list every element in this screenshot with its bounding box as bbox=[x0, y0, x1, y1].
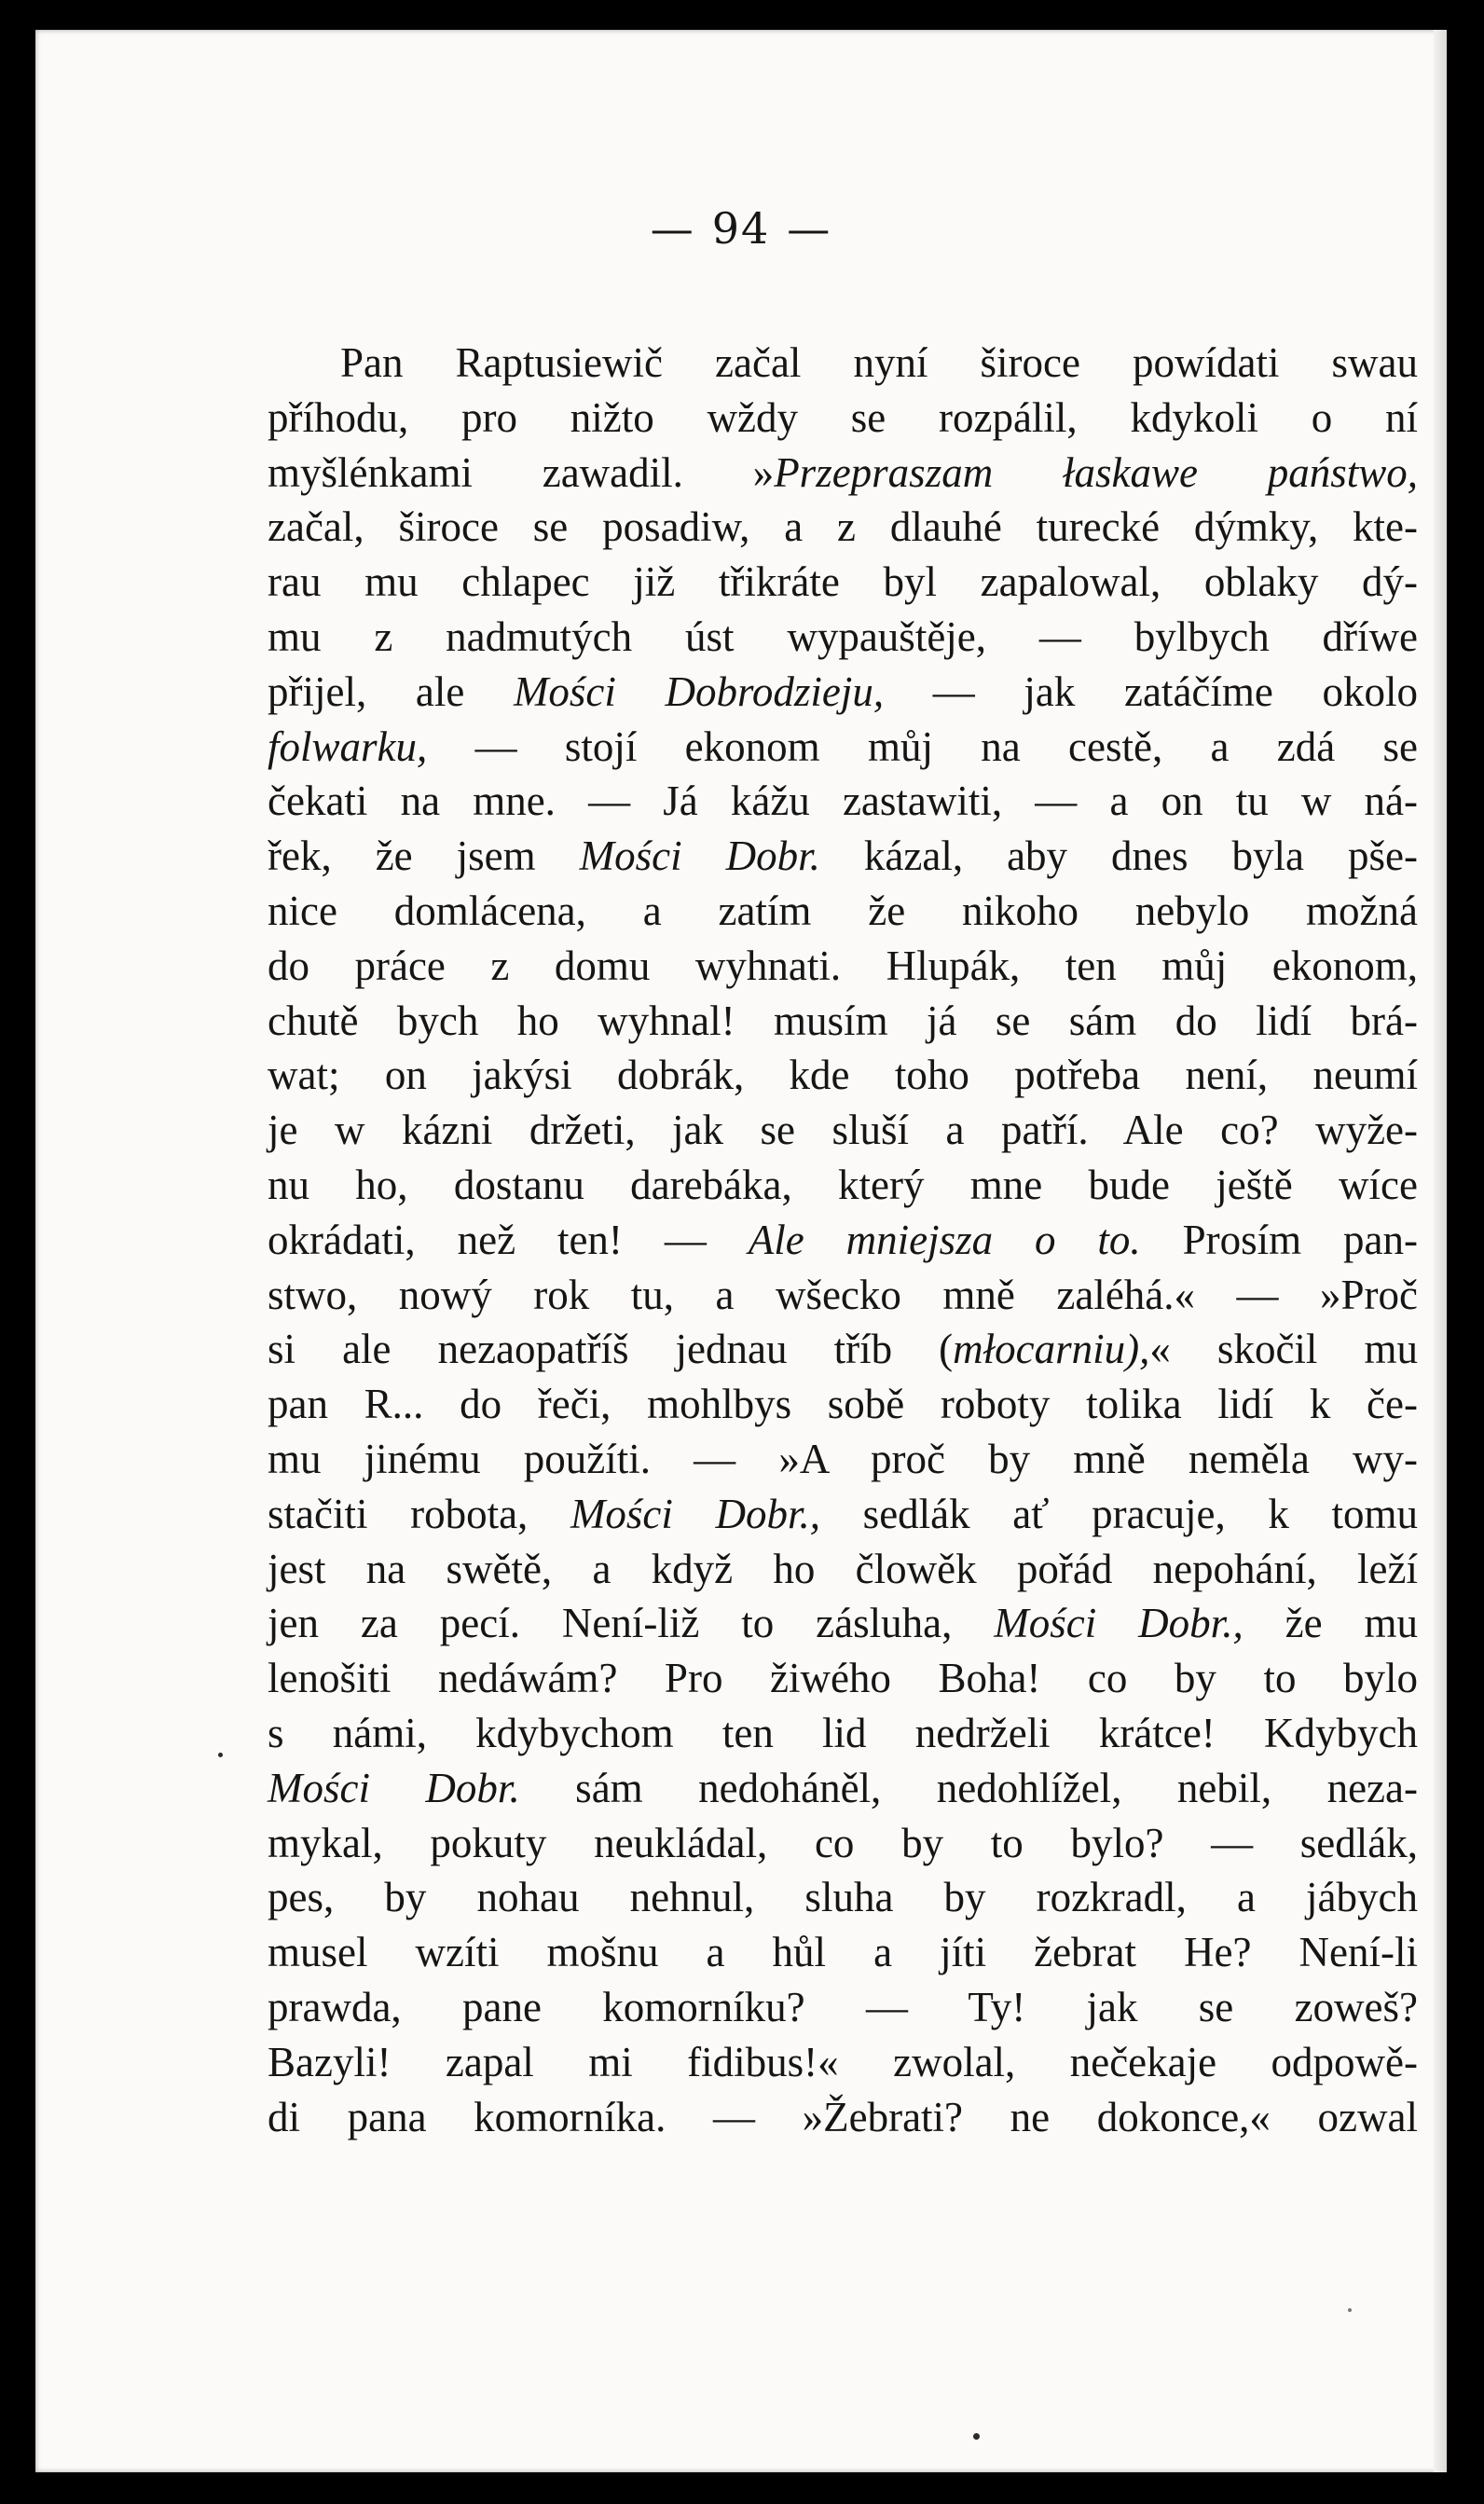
italic-text-segment: Przepraszam łaskawe państwo, bbox=[774, 448, 1419, 496]
text-line bbox=[268, 2090, 1418, 2145]
italic-text-segment: Mości Dobr., bbox=[994, 1600, 1244, 1647]
page-number: 94 bbox=[711, 203, 771, 254]
text-line bbox=[268, 884, 1418, 939]
text-line bbox=[268, 555, 1418, 610]
text-line bbox=[268, 665, 1418, 720]
italic-text-segment: Mości Dobr. bbox=[579, 832, 820, 880]
text-segment: začal, široce se posadiw, a z dlauhé turecké dýmky, kte- bbox=[268, 503, 1418, 551]
text-segment: lenošiti nedáwám? Pro žiwého Boha! co by to bylo bbox=[268, 1655, 1418, 1702]
text-segment: čekati na mne. — Já kážu zastawiti, — a on tu w ná- bbox=[268, 777, 1418, 825]
text-line bbox=[268, 1048, 1418, 1103]
text-segment: je w kázni držeti, jak se sluší a patří. Ale co? wyže- bbox=[268, 1107, 1418, 1154]
text-segment: mu jinému použíti. — »A proč by mně neměla wy- bbox=[268, 1435, 1418, 1482]
text-line bbox=[268, 994, 1418, 1049]
page-number-dash-right: — bbox=[787, 203, 832, 254]
text-line bbox=[268, 829, 1418, 884]
text-segment: myšlénkami zawadil. » bbox=[268, 448, 775, 496]
text-segment: s námi, kdybychom ten lid nedrželi krátce! Kdybych bbox=[268, 1709, 1418, 1756]
text-segment: di pana komorníka. — »Žebrati? ne dokonce,« ozwal bbox=[268, 2093, 1418, 2140]
text-line bbox=[268, 774, 1418, 829]
text-line bbox=[268, 500, 1418, 555]
text-segment: — stojí ekonom můj na cestě, a zdá se bbox=[427, 722, 1418, 770]
text-line bbox=[268, 1761, 1418, 1816]
text-segment: prawda, pane komorníku? — Ty! jak se zoweš? bbox=[268, 1983, 1418, 2030]
text-segment: wat; on jakýsi dobrák, kde toho potřeba není, neumí bbox=[268, 1052, 1418, 1099]
text-segment: Prosím pan- bbox=[1140, 1216, 1418, 1263]
italic-text-segment: Mości Dobr., bbox=[570, 1490, 821, 1537]
text-segment: Bazyli! zapal mi fidibus!« zwolal, nečekaje odpowě- bbox=[268, 2038, 1418, 2085]
text-segment: Pan Raptusiewič začal nyní široce powídati swau bbox=[340, 339, 1418, 386]
text-segment: pan R... do řeči, mohlbys sobě roboty tolika lidí k če- bbox=[268, 1381, 1418, 1428]
text-line bbox=[268, 1377, 1418, 1432]
italic-text-segment: folwarku, bbox=[268, 722, 428, 770]
text-line bbox=[268, 1706, 1418, 1761]
text-line bbox=[268, 1158, 1418, 1213]
text-line bbox=[268, 2035, 1418, 2090]
text-segment: jest na swětě, a když ho člowěk pořád nepohání, leží bbox=[268, 1545, 1418, 1592]
text-segment: sedlák ať pracuje, k tomu bbox=[820, 1490, 1418, 1537]
book-page bbox=[35, 30, 1447, 2472]
text-line bbox=[268, 1487, 1418, 1542]
text-line bbox=[268, 1925, 1418, 1980]
print-speck bbox=[1348, 2308, 1352, 2312]
page-edge bbox=[1434, 30, 1447, 2472]
text-segment: chutě bych ho wyhnal! musím já se sám do lidí brá- bbox=[268, 997, 1418, 1044]
text-segment: řek, že jsem bbox=[268, 832, 580, 880]
text-line bbox=[268, 1268, 1418, 1323]
text-segment: pes, by nohau nehnul, sluha by rozkradl, a jábych bbox=[268, 1874, 1418, 1921]
print-speck bbox=[218, 1753, 223, 1757]
italic-text-segment: młocarniu), bbox=[953, 1326, 1150, 1373]
print-speck bbox=[973, 2433, 980, 2440]
text-line bbox=[268, 1980, 1418, 2035]
text-segment: že mu bbox=[1243, 1600, 1418, 1647]
italic-text-segment: Mości Dobrodzieju, bbox=[513, 667, 885, 715]
text-segment: stwo, nowý rok tu, a wšecko mně zaléhá.« — »Proč bbox=[268, 1271, 1418, 1318]
text-line bbox=[268, 1596, 1418, 1651]
text-segment: okrádati, než ten! — bbox=[268, 1216, 749, 1263]
text-segment: kázal, aby dnes byla pše- bbox=[819, 832, 1418, 880]
body-text bbox=[268, 336, 1418, 2144]
text-line bbox=[268, 1651, 1418, 1706]
text-segment: přijel, ale bbox=[268, 667, 514, 715]
text-segment: mykal, pokuty neukládal, co by to bylo? — sedlák, bbox=[268, 1819, 1418, 1866]
text-segment: sám nedoháněl, nedohlížel, nebil, neza- bbox=[519, 1764, 1418, 1811]
text-segment: nice domlácena, a zatím že nikoho nebylo možná bbox=[268, 887, 1418, 934]
text-line bbox=[268, 939, 1418, 994]
text-line bbox=[268, 1103, 1418, 1158]
text-line bbox=[268, 446, 1418, 501]
italic-text-segment: Mości Dobr. bbox=[268, 1764, 520, 1811]
text-line bbox=[268, 1542, 1418, 1597]
text-line bbox=[268, 1213, 1418, 1268]
text-segment: příhodu, pro nižto wždy se rozpálil, kdykoli o ní bbox=[268, 393, 1418, 441]
text-segment: stačiti robota, bbox=[268, 1490, 570, 1537]
text-line bbox=[268, 720, 1418, 775]
text-segment: — jak zatáčíme okolo bbox=[884, 667, 1418, 715]
text-segment: do práce z domu wyhnati. Hlupák, ten můj ekonom, bbox=[268, 942, 1418, 989]
text-line bbox=[268, 1432, 1418, 1487]
text-segment: rau mu chlapec již třikráte byl zapalowal, oblaky dý- bbox=[268, 558, 1418, 606]
text-segment: « skočil mu bbox=[1149, 1326, 1418, 1373]
page-number-header bbox=[35, 203, 1447, 254]
text-segment: si ale nezaopatříš jednau tříb ( bbox=[268, 1326, 954, 1373]
text-line bbox=[268, 1870, 1418, 1925]
text-line bbox=[268, 391, 1418, 446]
text-line bbox=[268, 336, 1418, 391]
text-line bbox=[268, 1816, 1418, 1871]
page-number-dash-left: — bbox=[650, 203, 695, 254]
italic-text-segment: Ale mniejsza o to. bbox=[748, 1216, 1141, 1263]
text-segment: nu ho, dostanu darebáka, který mne bude ještě wíce bbox=[268, 1161, 1418, 1208]
text-segment: mu z nadmutých úst wypauštěje, — bylbych dříwe bbox=[268, 612, 1418, 660]
text-line bbox=[268, 610, 1418, 665]
text-segment: jen za pecí. Není-liž to zásluha, bbox=[268, 1600, 995, 1647]
text-segment: musel wzíti mošnu a hůl a jíti žebrat He? Není-li bbox=[268, 1929, 1418, 1976]
text-line bbox=[268, 1322, 1418, 1377]
